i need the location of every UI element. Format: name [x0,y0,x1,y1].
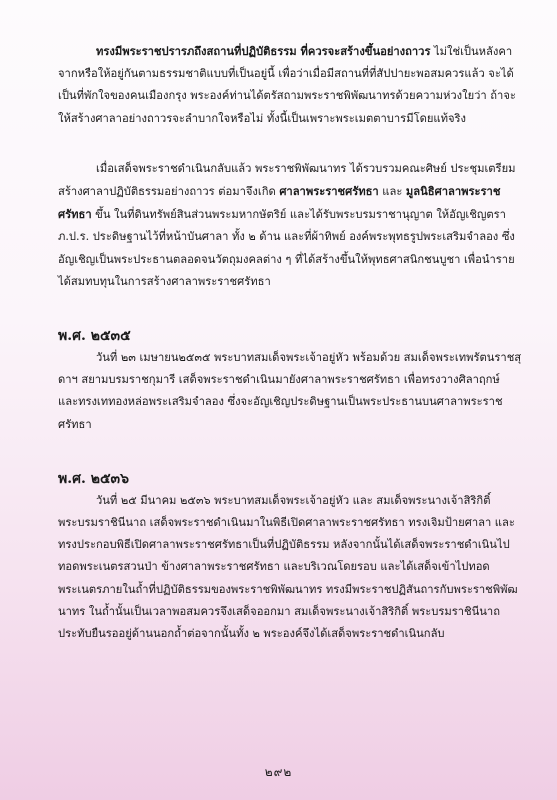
construction-text-3: ขึ้น ในที่ดินทรัพย์สินส่วนพระมหากษัตริย์ และได้รับพระบรมราชานุญาต ให้อัญเชิญตรา ภ.ป.ร. ประดิษฐานไว้ที่หน้าบันศาลา ทั้ง ๒ ด้าน และที่ผ้าทิพย์ องค์พระพุทธรูปพระเสริมจำลอง ซึ่งอัญเชิญเป็นพระประธานตลอดจนวัตถุมงคลต่าง ๆ ที่ได้สร้างขึ้นให้พุทธศาสนิกชนบูชา เพื่อนำรายได้สมทบทุนในการสร้างศาลาพระราชศรัทธา [58,208,515,288]
page-number: ๒๙๒ [264,765,293,779]
spacer [58,293,523,325]
paragraph-year-2535: วันที่ ๒๓ เมษายน๒๕๓๕ พระบาทสมเด็จพระเจ้าอยู่หัว พร้อมด้วย สมเด็จพระเทพรัตนราชสุดาฯ สยามบรมราชกุมารี เสด็จพระราชดำเนินมายังศาลาพระราชศรัทธา เพื่อทรงวางศิลาฤกษ์ และทรงเททองหล่อพระเสริมจำลอง ซึ่งจะอัญเชิญประดิษฐานเป็นพระประธานบนศาลาพระราชศรัทธา [58,351,522,431]
spacer [58,436,523,468]
paragraph-construction [58,158,523,293]
construction-text-2: และ [378,185,406,199]
heading-year-2535: พ.ศ. ๒๕๓๕ [58,328,131,345]
sala-name-bold: ศาลาพระราชศรัทธา [279,184,379,199]
foundation-name-bold: มูลนิธิศาลาพระราชศรัทธา [58,184,501,222]
paragraph-intro [58,40,523,130]
intro-text: ไม่ใช่เป็นหลังคาจากหรือให้อยู่กันตามธรรมชาติแบบที่เป็นอยู่นี้ เพื่อว่าเมื่อมีสถานที่ที่สัปปายะพอสมควรแล้ว จะได้เป็นที่พักใจของคนเมืองกรุง พระองค์ท่านได้ตรัสถามพระราชพิพัฒนาทรด้วยความห่วงใยว่า ถ้าจะให้สร้างศาลาอย่างถาวรจะลำบากใจหรือไม่ ทั้งนี้เป็นเพราะพระเมตตาบารมีโดยแท้จริง [58,45,516,125]
construction-text-1: เมื่อเสด็จพระราชดำเนินกลับแล้ว พระราชพิพัฒนาทร ได้รวบรวมคณะศิษย์ ประชุมเตรียมสร้างศาลาปฏิบัติธรรมอย่างถาวร ต่อมาจึงเกิด [58,161,516,199]
paragraph-year-2536: วันที่ ๒๕ มีนาคม ๒๕๓๖ พระบาทสมเด็จพระเจ้าอยู่หัว และ สมเด็จพระนางเจ้าสิริกิติ์ พระบรมราชินีนาถ เสด็จพระราชดำเนินมาในพิธีเปิดศาลาพระราชศรัทธา ทรงเจิมป้ายศาลา และทรงประกอบพิธีเปิดศาลาพระราชศรัทธาเป็นที่ปฏิบัติธรรม หลังจากนั้นได้เสด็จพระราชดำเนินไปทอดพระเนตรสวนป่า ข้างศาลาพระราชศรัทธา และบริเวณโดยรอบ และได้เสด็จเข้าไปทอดพระเนตรภายในถ้ำที่ปฏิบัติธรรมของพระราชพิพัฒนาทร ทรงมีพระราชปฏิสันถารกับพระราชพิพัฒนาทร ในถ้ำนั้นเป็นเวลาพอสมควรจึงเสด็จออกมา สมเด็จพระนางเจ้าสิริกิติ์ พระบรมราชินีนาถประทับยืนรออยู่ด้านนอกถ้ำต่อจากนั้นทั้ง ๒ พระองค์จึงได้เสด็จพระราชดำเนินกลับ [58,493,518,641]
intro-bold-lead: ทรงมีพระราชปรารภถึงสถานที่ปฏิบัติธรรม ที่ควรจะสร้างขึ้นอย่างถาวร [96,44,431,58]
heading-year-2536: พ.ศ. ๒๕๓๖ [58,470,130,487]
spacer [58,130,523,158]
